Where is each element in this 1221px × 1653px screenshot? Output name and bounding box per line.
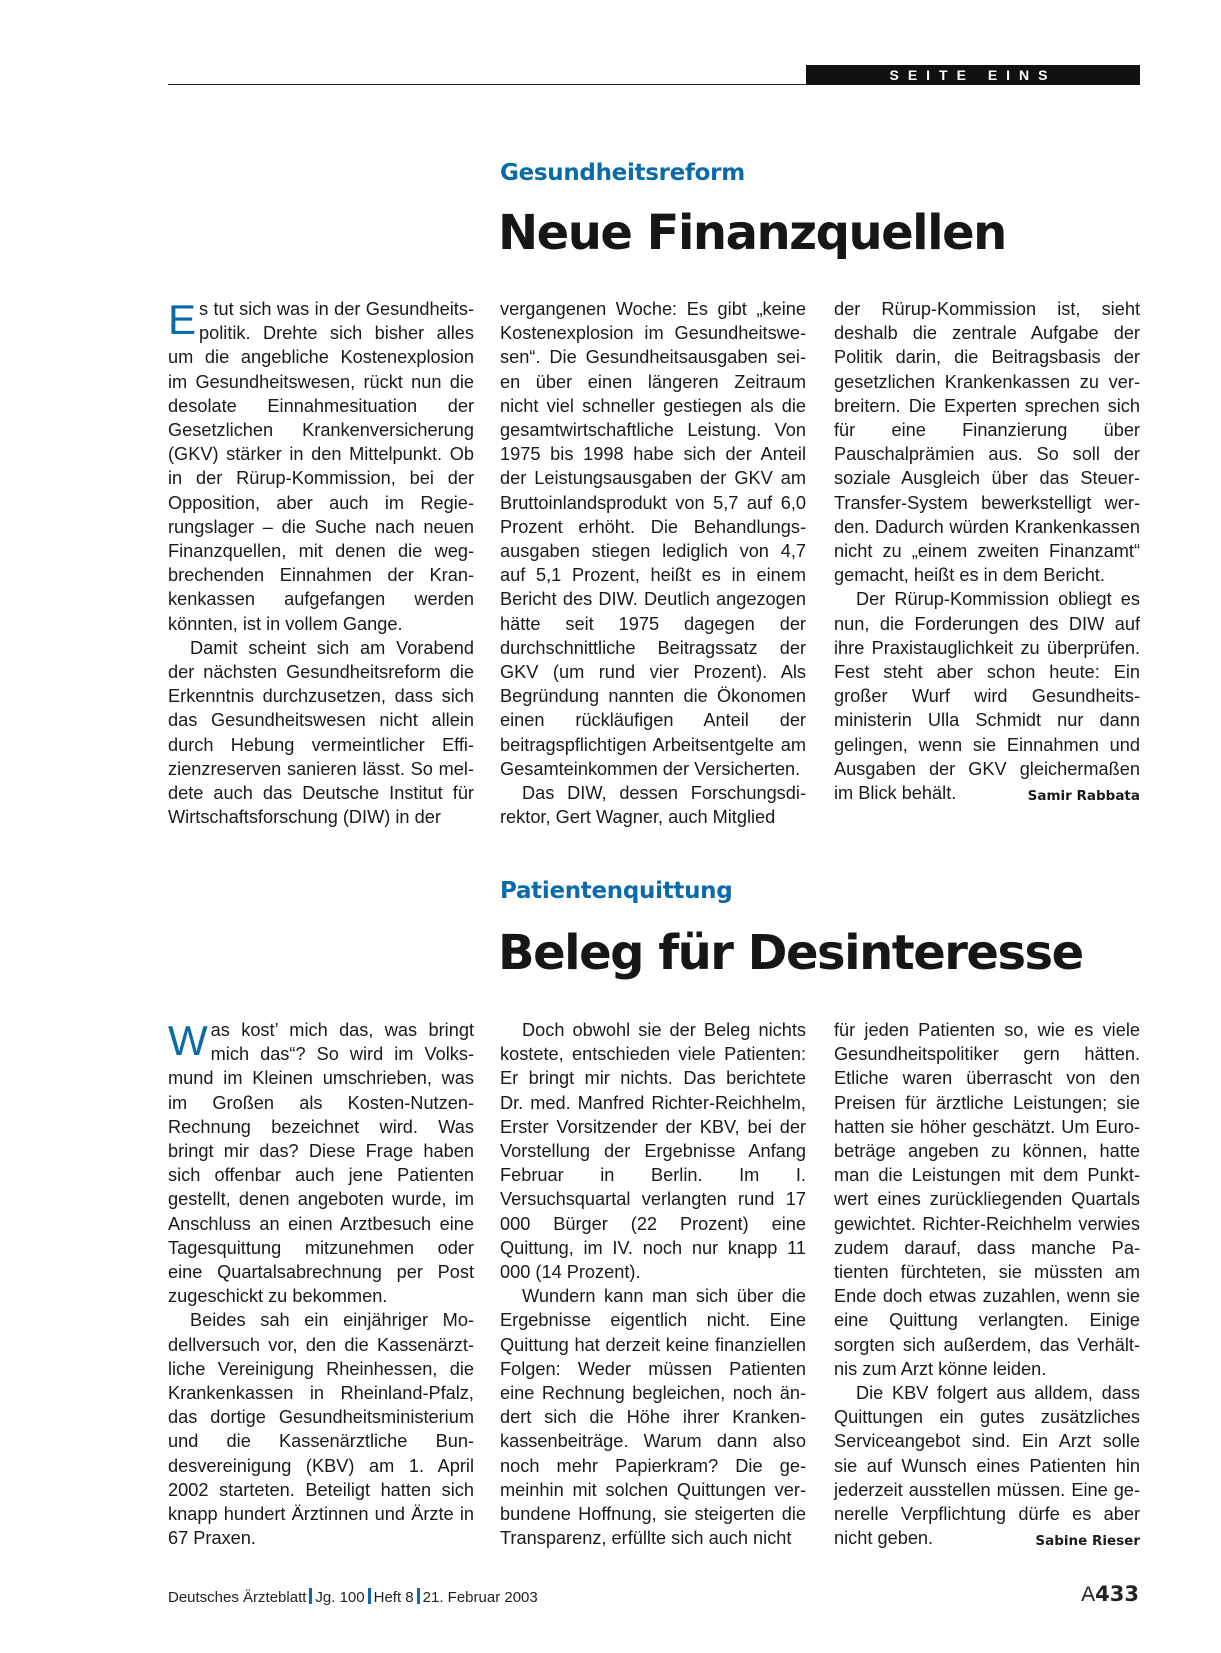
section-tag: SEITE EINS [806,65,1140,85]
article-1-paragraph: Der Rürup-Kommission obliegt es nun, die Forderungen des DIW auf ihre Praxistauglichkeit zu überprüfen. Fest steht aber schon heute: Ein großer Wurf wird Gesundheitsministerin Ulla Schmidt nur dann gelingen, wenn sie Einnahmen und Ausgaben der GKV gleichermaßen im Blick behält. Samir Rabbata [834,587,1140,805]
article-1-column-2 [500,297,806,829]
volume: Jg. 100 [315,1589,365,1606]
article-1-column-1 [168,297,474,829]
article-2-paragraph: Wundern kann man sich über die Ergebnisse eigentlich nicht. Eine Quittung hat derzeit keine finanziellen Folgen: Weder müssen Patienten eine Rechnung begleichen, noch ändert sich die Höhe ihrer Krankenkassenbeiträge. Warum dann also noch mehr Papierkram? Die gemeinhin mit solchen Quittungen verbundene Hoffnung, sie steigerten die Transparenz, erfüllte sich auch nicht [500,1286,806,1549]
article-1-byline: Samir Rabbata [1027,788,1140,805]
article-1-paragraph: Es tut sich was in der Gesundheitspolitik. Drehte sich bisher alles um die angebliche Kostenexplosion im Gesundheitswesen, rückt nun die desolate Einnahmesituation der Gesetzlichen Krankenversicherung (GKV) stärker in den Mittelpunkt. Ob in der Rürup-Kommission, bei der Opposition, aber auch im Regierungslager – die Suche nach neuen Finanzquellen, mit denen die wegbrechenden Einnahmen der Krankenkassen aufgefangen werden könnten, ist in vollem Gange. [168,296,474,634]
article-2-paragraph: Die KBV folgert aus alldem, dass Quittungen ein gutes zusätzliches Serviceangebot sind. Ein Arzt solle sie auf Wunsch eines Patienten hin jederzeit ausstellen müssen. Eine generelle Verpflichtung dürfe es aber nicht geben. Sabine Rieser [834,1381,1140,1550]
separator [368,1588,371,1604]
article-2-byline: Sabine Rieser [1035,1533,1140,1550]
article-2-column-3 [834,1018,1140,1553]
separator [417,1588,420,1604]
article-1-paragraph: Damit scheint sich am Vorabend der nächsten Gesundheitsreform die Erkenntnis durchzusetzen, dass sich das Gesundheitswesen nicht allein durch Hebung vermeintlicher Effizienzreserven sanieren lässt. So meldete auch das Deutsche Institut für Wirtschaftsforschung (DIW) in der [168,637,474,828]
article-2-column-2 [500,1018,806,1550]
article-2-headline: Beleg für Desinteresse [498,925,1083,981]
separator [309,1588,312,1604]
dropcap: E [168,296,197,343]
dropcap: W [168,1017,208,1064]
article-2-paragraph: für jeden Patienten so, wie es viele Gesundheitspolitiker gern hätten. Etliche waren überrascht von den Preisen für ärztliche Leistungen; sie hatten sie höher geschätzt. Um Eurobeträge angeben zu können, hatte man die Leistungen mit dem Punktwert eines zurückliegenden Quartals gewichtet. Richter-Reichhelm verwies zudem darauf, dass manche Patienten fürchteten, sie müssten am Ende doch etwas zuzahlen, wenn sie eine Quittung verlangten. Einige sorgten sich außerdem, das Verhältnis zum Arzt könne leiden. [834,1020,1140,1379]
page-number: A433 [1081,1582,1139,1606]
page-footer [168,1588,538,1606]
article-1-column-3 [834,297,1140,808]
article-2-paragraph: Beides sah ein einjähriger Modellversuch vor, den die Kassenärztliche Vereinigung Rheinhessen, die Krankenkassen in Rheinland-Pfalz, das dortige Gesundheitsministerium und die Kassenärztliche Bundesvereinigung (KBV) am 1. April 2002 starteten. Beteiligt hatten sich knapp hundert Ärztinnen und Ärzte in 67 Praxen. [168,1310,474,1549]
issue-date: 21. Februar 2003 [422,1589,538,1606]
article-2-kicker: Patientenquittung [500,878,733,904]
article-1-kicker: Gesundheitsreform [500,160,745,186]
article-2-paragraph: Doch obwohl sie der Beleg nichts kostete, entschieden viele Patienten: Er bringt mir nichts. Das berichtete Dr. med. Manfred Richter-Reichhelm, Erster Vorsitzender der KBV, bei der Vorstellung der Ergebnisse Anfang Februar in Berlin. Im I. Versuchsquartal verlangten rund 17 000 Bürger (22 Prozent) eine Quittung, im IV. noch nur knapp 11 000 (14 Prozent). [500,1020,806,1283]
journal-name: Deutsches Ärzteblatt [168,1589,307,1606]
issue: Heft 8 [373,1589,414,1606]
article-2-column-1 [168,1018,474,1550]
article-1-paragraph: vergangenen Woche: Es gibt „keine Kostenexplosion im Gesundheitswesen“. Die Gesundheitsausgaben seien über einen längeren Zeitraum nicht viel schneller gestiegen als die gesamtwirtschaftliche Leistung. Von 1975 bis 1998 habe sich der Anteil der Leistungsausgaben der GKV am Bruttoinlandsprodukt von 5,7 auf 6,0 Prozent erhöht. Die Behandlungsausgaben stiegen lediglich von 4,7 auf 5,1 Prozent, heißt es in einem Bericht des DIW. Deutlich angezogen hätte seit 1975 dagegen der durchschnittliche Beitragssatz der GKV (um rund vier Prozent). Als Begründung nannten die Ökonomen einen rückläufigen Anteil der beitragspflichtigen Arbeitsentgelte am Gesamteinkommen der Versicherten. [500,299,806,779]
article-1-headline: Neue Finanzquellen [498,205,1006,261]
article-1-paragraph: Das DIW, dessen Forschungsdirektor, Gert Wagner, auch Mitglied [500,783,806,828]
article-1-paragraph: der Rürup-Kommission ist, sieht deshalb die zentrale Aufgabe der Politik darin, die Beitragsbasis der gesetzlichen Krankenkassen zu verbreitern. Die Experten sprechen sich für eine Finanzierung über Pauschalprämien aus. So soll der soziale Ausgleich über das Steuer-Transfer-System bewerkstelligt werden. Dadurch würden Krankenkassen nicht zu „einem zweiten Finanzamt“ gemacht, heißt es in dem Bericht. [834,299,1140,586]
article-2-paragraph: Was kost’ mich das, was bringt mich das“? So wird im Volksmund im Kleinen umschrieben, was im Großen als Kosten-Nutzen-Rechnung bezeichnet wird. Was bringt mir das? Diese Frage haben sich offenbar auch jene Patienten gestellt, denen angeboten wurde, im Anschluss an einen Arztbesuch eine Tagesquittung mitzunehmen oder eine Quartalsabrechnung per Post zugeschickt zu bekommen. [168,1017,474,1307]
